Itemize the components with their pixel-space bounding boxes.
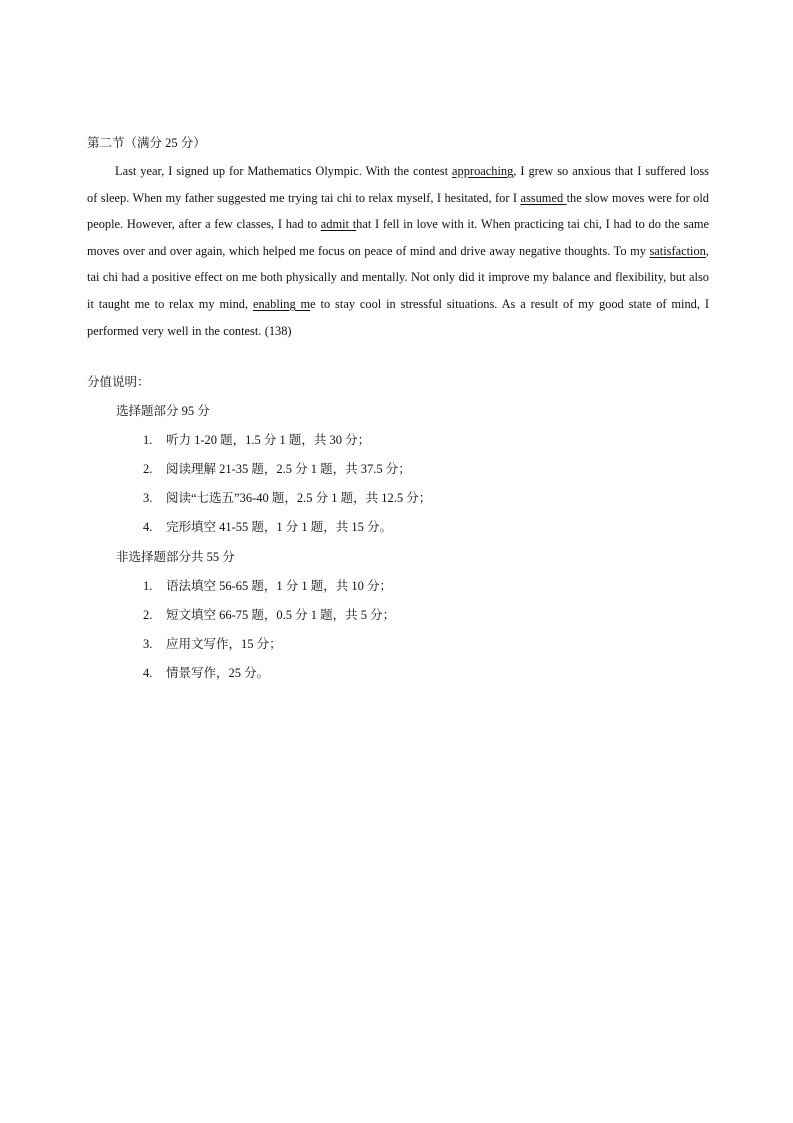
list-item: [116, 607, 396, 636]
item-text: 情景写作，25 分。: [166, 666, 270, 680]
list-item: [116, 578, 393, 607]
item-text: 阅读“七选五”36-40 题，2.5 分 1 题，共 12.5 分；: [166, 491, 432, 505]
underlined-word: enabling m: [252, 296, 311, 311]
objective-item-list: [116, 432, 432, 548]
sample-essay: [87, 158, 709, 344]
underlined-word: satisfaction: [649, 243, 706, 258]
subjective-section-title: 非选择题部分共 55 分: [116, 550, 235, 564]
item-text: 短文填空 66-75 题，0.5 分 1 题，共 5 分；: [166, 608, 396, 622]
item-number: 4.: [143, 666, 153, 680]
score-notes-heading: 分值说明：: [87, 375, 150, 389]
item-text: 阅读理解 21-35 题，2.5 分 1 题，共 37.5 分；: [166, 462, 411, 476]
essay-text: , I grew so anxious that I suffered loss of sleep. When my father suggested me trying tai chi to relax myself, I hesitated, for I: [87, 164, 710, 205]
item-text: 应用文写作，15 分；: [166, 637, 282, 651]
list-item: [116, 519, 393, 548]
subjective-section: [116, 549, 396, 694]
item-number: 2.: [143, 462, 153, 476]
essay-text: the slow moves were for old people. However, after a few classes, I had to: [87, 190, 709, 232]
objective-section: [116, 403, 432, 548]
essay-text: e to stay cool in stressful situations. As a result of my good state of mind, I performed very well in the contest. (138): [87, 296, 709, 338]
item-number: 1.: [143, 579, 153, 593]
underlined-word: assumed: [520, 190, 567, 205]
item-text: 完形填空 41-55 题，1 分 1 题，共 15 分。: [166, 520, 393, 534]
list-item: [116, 665, 270, 694]
subjective-item-list: [116, 578, 396, 694]
item-number: 4.: [143, 520, 153, 534]
list-item: [116, 490, 432, 519]
item-text: 语法填空 56-65 题，1 分 1 题，共 10 分；: [166, 579, 393, 593]
item-number: 3.: [143, 637, 153, 651]
essay-text: Last year, I signed up for Mathematics Olympic. With the contest: [115, 164, 453, 178]
list-item: [116, 461, 411, 490]
list-item: [116, 636, 282, 665]
item-number: 2.: [143, 608, 153, 622]
underlined-word: approaching: [452, 164, 514, 178]
list-item: [116, 432, 371, 461]
essay-text: , tai chi had a positive effect on me both physically and mentally. Not only did it improve my balance and flexibility, but also it taught me to relax my mind,: [87, 243, 709, 311]
essay-text: hat I fell in love with it. When practicing tai chi, I had to do the same moves over and over again, which helped me focus on peace of mind and drive away negative thoughts. To my: [87, 217, 709, 258]
item-number: 1.: [143, 433, 153, 447]
item-number: 3.: [143, 491, 153, 505]
item-text: 听力 1-20 题，1.5 分 1 题，共 30 分；: [166, 433, 371, 447]
section-heading: 第二节（满分 25 分）: [87, 136, 206, 150]
objective-section-title: 选择题部分 95 分: [116, 404, 210, 418]
underlined-word: admit t: [320, 217, 357, 232]
